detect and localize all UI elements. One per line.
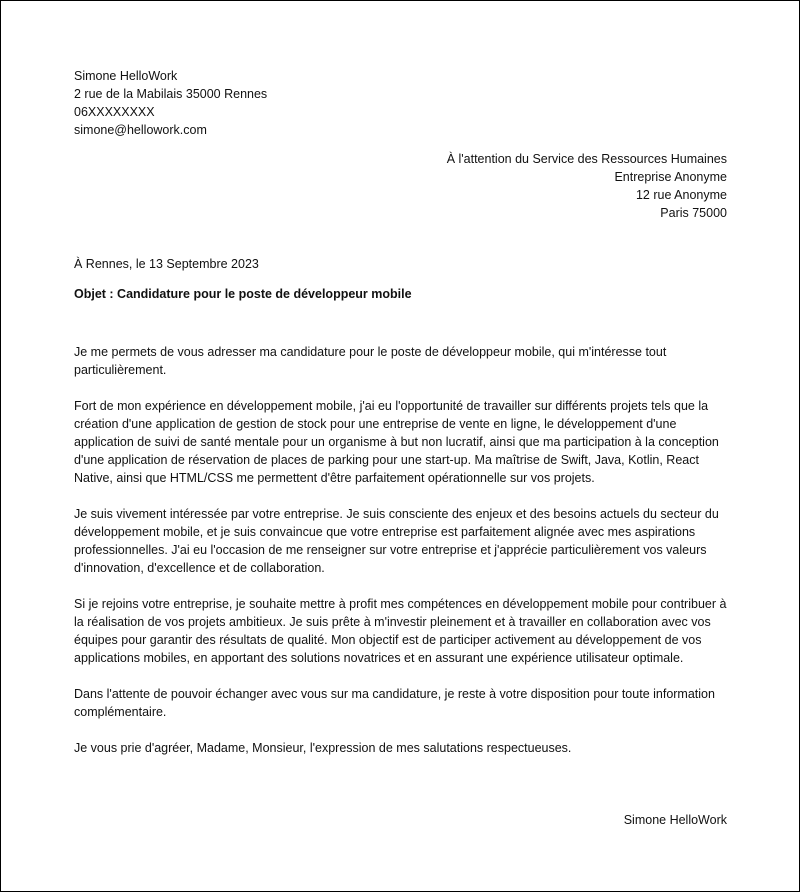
recipient-attention: À l'attention du Service des Ressources Humaines [446,152,727,166]
paragraph-intro: Je me permets de vous adresser ma candidature pour le poste de développeur mobile, qui m'intéresse tout particulièrement. [74,345,667,377]
letter-body [74,343,734,775]
sender-name: Simone HelloWork [74,69,178,83]
sender-address: 2 rue de la Mabilais 35000 Rennes [74,87,268,101]
paragraph-experience: Fort de mon expérience en développement mobile, j'ai eu l'opportunité de travailler sur différents projets tels que la création d'une application de gestion de stock pour une entreprise de vente en ligne, le développement d'une application de suivi de santé mentale pour un organisme à but non lucratif, ainsi que ma participation à la conception d'une application de réservation de places de parking pour une start-up. Ma maîtrise de Swift, Java, Kotlin, React Native, ainsi que HTML/CSS me permettent d'être parfaitement opérationnelle sur vos projets. [74,399,719,485]
sender-block [74,67,267,139]
paragraph-closing: Je vous prie d'agréer, Madame, Monsieur, l'expression de mes salutations respectueuses. [74,741,572,755]
recipient-street: 12 rue Anonyme [635,188,727,202]
recipient-company: Entreprise Anonyme [614,170,727,184]
signature: Simone HelloWork [623,813,727,827]
paragraph-contribution: Si je rejoins votre entreprise, je souhaite mettre à profit mes compétences en développement mobile pour contribuer à la réalisation de vos projets ambitieux. Je suis prête à m'investir pleinement et à travailler en collaboration avec vos équipes pour garantir des résultats de qualité. Mon objectif est de participer activement au développement de vos applications mobiles, en apportant des solutions novatrices et en assurant une expérience utilisateur optimale. [74,597,727,665]
recipient-block [447,150,727,222]
letter-subject: Objet : Candidature pour le poste de développeur mobile [74,287,412,301]
letter-date: À Rennes, le 13 Septembre 2023 [74,257,259,271]
recipient-city: Paris 75000 [660,206,727,220]
sender-email: simone@hellowork.com [74,123,207,137]
paragraph-motivation: Je suis vivement intéressée par votre entreprise. Je suis consciente des enjeux et des besoins actuels du secteur du développement mobile, et je suis convaincue que votre entreprise est parfaitement alignée avec mes aspirations professionnelles. J'ai eu l'occasion de me renseigner sur votre entreprise et j'apprécie particulièrement vos valeurs d'innovation, d'excellence et de collaboration. [74,507,719,575]
sender-phone: 06XXXXXXXX [74,105,155,119]
paragraph-availability: Dans l'attente de pouvoir échanger avec vous sur ma candidature, je reste à votre disposition pour toute information complémentaire. [74,687,715,719]
